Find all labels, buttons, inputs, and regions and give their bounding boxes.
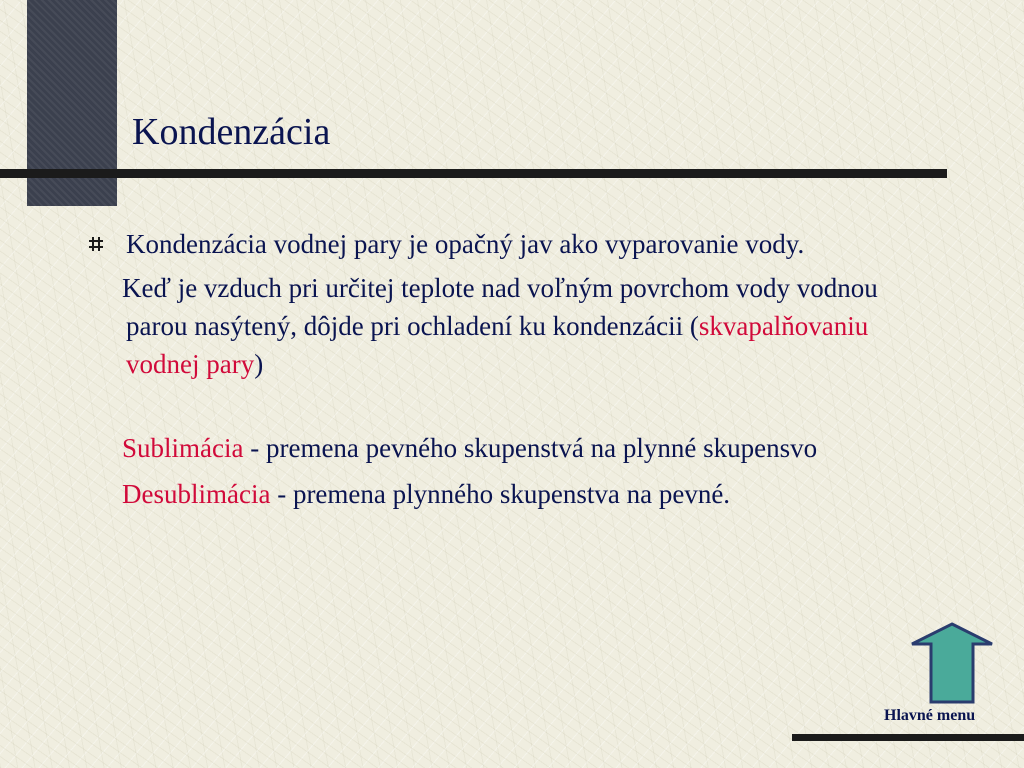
slide-title: Kondenzácia (132, 111, 331, 153)
sublimation-paragraph (88, 429, 918, 467)
up-arrow-icon[interactable] (912, 624, 992, 702)
sublimation-definition: - premena pevného skupenstvá na plynné skupensvo (243, 433, 818, 463)
desublimation-term: Desublimácia (122, 479, 271, 509)
title-divider (0, 169, 947, 178)
slide-content (88, 225, 918, 513)
home-menu-link[interactable]: Hlavné menu (884, 707, 976, 724)
hash-bullet-icon (88, 236, 104, 252)
desublimation-definition: - premena plynného skupenstva na pevné. (270, 479, 731, 509)
desublimation-paragraph (88, 475, 918, 513)
home-up-arrow-button[interactable] (910, 622, 994, 704)
highlight-term: skvapalňovaniu vodnej pary (126, 311, 869, 379)
paragraph-text: Keď je vzduch pri určitej teplote nad voľným povrchom vody vodnou parou nasýtený, dôjde pri ochladení ku kondenzácii ( (122, 273, 878, 341)
footer-divider (792, 734, 1024, 741)
condensation-paragraph (88, 269, 918, 383)
bullet-item (88, 225, 918, 263)
sublimation-term: Sublimácia (122, 433, 244, 463)
bullet-text: Kondenzácia vodnej pary je opačný jav ako vyparovanie vody. (126, 229, 805, 259)
paragraph-text-end: ) (254, 349, 264, 379)
